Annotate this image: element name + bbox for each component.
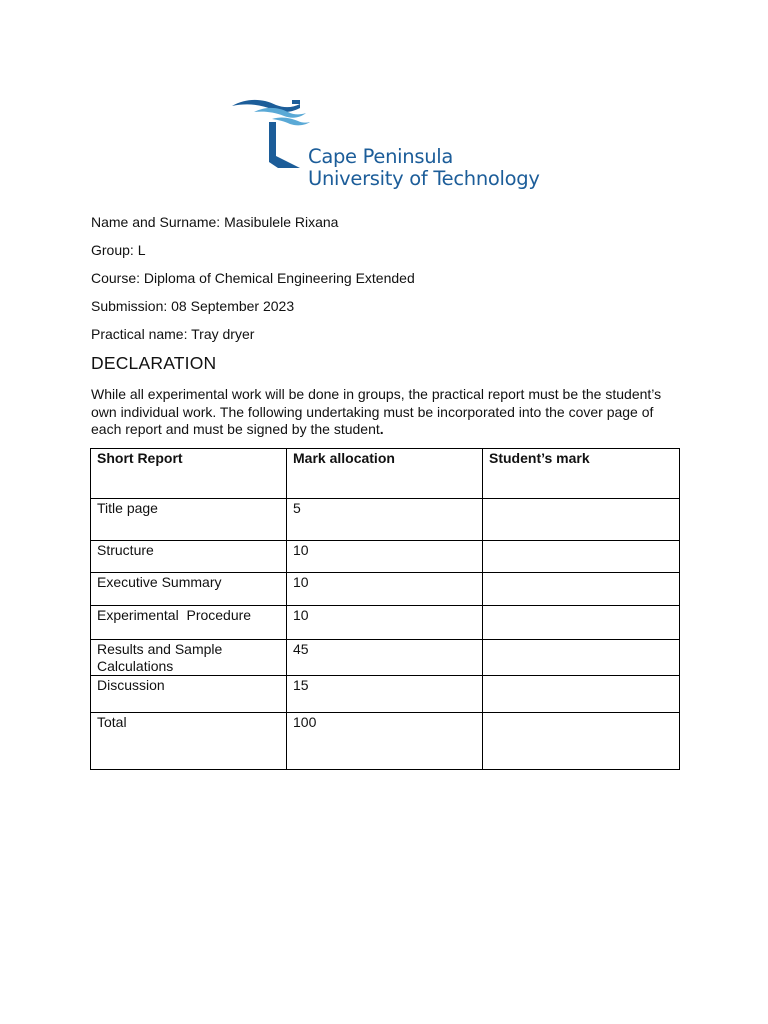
row-item: Title page	[91, 499, 287, 541]
row-student-mark-cell[interactable]	[483, 541, 680, 573]
row-item: Total	[91, 713, 287, 770]
declaration-paragraph	[91, 386, 681, 439]
row-item: Structure	[91, 541, 287, 573]
table-row	[91, 499, 680, 541]
declaration-end-mark: .	[379, 421, 384, 437]
submission-field: Submission: 08 September 2023	[91, 298, 295, 314]
row-student-mark-cell[interactable]	[483, 713, 680, 770]
row-allocation: 10	[287, 573, 483, 606]
header-students-mark: Student’s mark	[483, 449, 680, 499]
group-field: Group: L	[91, 242, 146, 258]
row-allocation: 45	[287, 640, 483, 676]
table-row	[91, 541, 680, 573]
row-student-mark-cell[interactable]	[483, 499, 680, 541]
header-short-report: Short Report	[91, 449, 287, 499]
table-row	[91, 676, 680, 713]
logo-line-1: Cape Peninsula	[308, 145, 454, 168]
declaration-line: While all experimental work will be done in groups, the practical report must be the student’s	[91, 386, 662, 402]
cput-emblem-icon	[232, 96, 312, 170]
row-allocation: 5	[287, 499, 483, 541]
row-allocation: 100	[287, 713, 483, 770]
logo-line-2: University of Technology	[308, 167, 540, 190]
row-item: Experimental Procedure	[91, 606, 287, 640]
table-row	[91, 640, 680, 676]
row-item: Discussion	[91, 676, 287, 713]
table-row-total	[91, 713, 680, 770]
row-student-mark-cell[interactable]	[483, 573, 680, 606]
row-allocation: 15	[287, 676, 483, 713]
logo-wordmark	[308, 146, 540, 190]
course-field: Course: Diploma of Chemical Engineering Extended	[91, 270, 415, 286]
row-student-mark-cell[interactable]	[483, 640, 680, 676]
declaration-line-text: each report and must be signed by the student	[91, 421, 380, 437]
practical-name-field: Practical name: Tray dryer	[91, 326, 255, 342]
header-mark-allocation: Mark allocation	[287, 449, 483, 499]
row-item: Results and Sample Calculations	[91, 640, 287, 676]
cput-logo	[232, 96, 542, 200]
declaration-line: own individual work. The following undertaking must be incorporated into the cover page of	[91, 403, 654, 420]
table-row	[91, 606, 680, 640]
declaration-heading: DECLARATION	[91, 353, 217, 373]
table-row	[91, 573, 680, 606]
row-student-mark-cell[interactable]	[483, 676, 680, 713]
row-item: Executive Summary	[91, 573, 287, 606]
table-header-row	[91, 449, 680, 499]
declaration-line	[91, 421, 681, 439]
row-student-mark-cell[interactable]	[483, 606, 680, 640]
name-surname-field: Name and Surname: Masibulele Rixana	[91, 214, 339, 230]
mark-allocation-table	[90, 448, 680, 770]
row-allocation: 10	[287, 541, 483, 573]
row-allocation: 10	[287, 606, 483, 640]
